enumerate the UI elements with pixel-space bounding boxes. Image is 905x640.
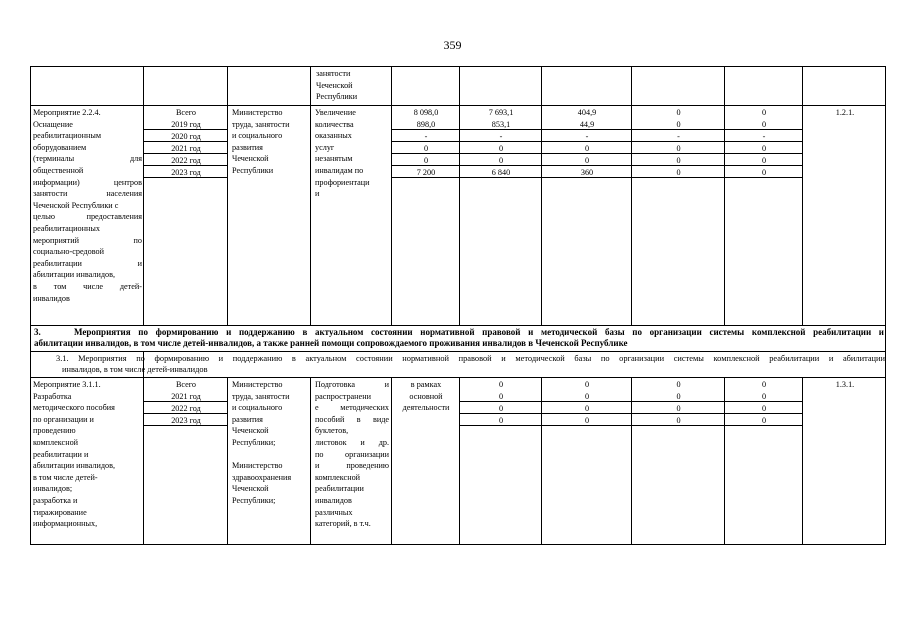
value-cell: 0 [676, 404, 681, 413]
value-cell: 44,9 [579, 120, 595, 129]
event-name-text: (терминалы для [33, 154, 142, 164]
indicator-text: Чеченской [316, 80, 353, 90]
value-cell: 0 [761, 392, 767, 401]
indicator-text: категорий, в т.ч. [315, 519, 371, 529]
event-name-text: реабилитационным [33, 131, 102, 141]
indicator-text: буклетов, [315, 426, 349, 436]
indicator-text: различных [315, 507, 353, 517]
indicator-text: е методических [315, 403, 389, 413]
executor-text: Чеченской [232, 484, 269, 494]
event-name-text: информации) центров [33, 177, 142, 187]
event-name-text: целью предоставления [33, 212, 142, 222]
executor-text: труда, занятости [232, 391, 290, 401]
value-cell: 0 [498, 380, 504, 389]
executor-text: развития [232, 414, 263, 424]
value-cell: 0 [676, 392, 681, 401]
column-divider [310, 66, 311, 105]
target-code: 1.3.1. [835, 380, 855, 389]
executor-text: Чеченской [232, 426, 269, 436]
column-divider [143, 377, 144, 545]
value-cell: 0 [676, 144, 681, 153]
value-cell: 0 [498, 144, 504, 153]
event-name-text: Оснащение [33, 119, 73, 129]
event-name-text: Чеченской Республики с [33, 200, 119, 210]
value-cell: 360 [580, 168, 594, 177]
year-label: 2023 год [171, 168, 201, 177]
value-cell: 0 [761, 168, 767, 177]
funding-source: в рамках [410, 380, 442, 389]
event-name-text: инвалидов; [33, 484, 73, 494]
event-name-text: в том числе детей- [33, 472, 98, 482]
value-cell: 0 [761, 108, 767, 117]
value-cell: 0 [498, 392, 504, 401]
year-label: 2022 год [171, 404, 201, 413]
value-cell: - [677, 132, 680, 141]
value-cell: 6 840 [491, 168, 511, 177]
value-cell: 7 693,1 [488, 108, 514, 117]
indicator-text: Республики [316, 92, 358, 102]
value-cell: 0 [676, 108, 681, 117]
section-heading: абилитации инвалидов, в том числе детей-инвалидов, а также ранней помощи сопровождаемого проживания инвалидов в Чеченской Республике [34, 338, 628, 348]
event-name-text: инвалидов [33, 293, 70, 303]
value-cell: - [762, 132, 766, 141]
funding-source: основной [409, 391, 443, 401]
value-cell: 0 [761, 120, 767, 129]
event-name-text: занятости населения [33, 189, 142, 199]
event-name-text: информационных, [33, 519, 98, 529]
column-divider [310, 377, 311, 545]
indicator-text: и [315, 189, 320, 199]
column-divider [227, 105, 228, 325]
executor-text: Республики [232, 166, 274, 175]
column-divider [541, 66, 542, 105]
event-name-text: оборудованием [33, 142, 87, 152]
column-divider [724, 66, 725, 105]
event-name-text: реабилитации и [33, 258, 142, 268]
event-name-text: проведению [33, 426, 76, 436]
year-label: 2020 год [171, 132, 201, 141]
event-name-text: социально-средовой [33, 247, 105, 257]
event-name-text: мероприятий по [33, 235, 142, 245]
executor-text: и социального [232, 131, 283, 141]
event-name-text: по организации и [33, 414, 94, 424]
executor-text: Министерство [232, 461, 283, 471]
section-divider [30, 377, 886, 378]
indicator-text: комплексной [315, 472, 361, 482]
executor-text: Республики; [232, 438, 276, 447]
section-heading: 3. Мероприятия по формированию и поддержанию в актуальном состоянии нормативной правовой и методической базы по организации системы комплексной реабилитации и [34, 327, 884, 337]
indicator-text: пособий в виде [315, 414, 389, 424]
column-divider [143, 105, 144, 325]
indicator-text: инвалидов [315, 496, 352, 505]
executor-text: Республики; [232, 496, 276, 505]
indicator-text: распространени [315, 391, 371, 401]
year-label: 2021 год [171, 144, 201, 153]
event-name-text: реабилитационных [33, 224, 101, 233]
value-cell: 0 [584, 404, 590, 413]
year-label: Всего [175, 108, 197, 117]
event-name-text: методического пособия [33, 403, 115, 413]
value-cell: 0 [423, 156, 429, 165]
event-name-text: абилитации инвалидов, [33, 461, 116, 471]
column-divider [631, 66, 632, 105]
indicator-text: Подготовка и [315, 380, 389, 389]
value-cell: 0 [676, 168, 681, 177]
value-cell: 0 [584, 392, 590, 401]
column-divider [802, 66, 803, 105]
value-cell: 0 [676, 416, 681, 425]
value-cell: 0 [676, 120, 681, 129]
year-label: 2021 год [171, 392, 201, 401]
executor-text: развития [232, 142, 263, 152]
executor-text: труда, занятости [232, 119, 290, 129]
value-cell: 0 [584, 416, 590, 425]
event-name-text: реабилитации и [33, 449, 89, 459]
indicator-text: инвалидам по [315, 166, 364, 175]
value-cell: 0 [423, 144, 429, 153]
value-cell: 0 [761, 144, 767, 153]
event-name-text: Разработка [33, 391, 72, 401]
value-cell: 898,0 [416, 120, 436, 129]
column-divider [227, 377, 228, 545]
event-name-text: общественной [33, 166, 84, 175]
executor-text: здравоохранения [232, 472, 292, 482]
event-name-text: в том числе детей- [33, 282, 142, 291]
value-cell: - [424, 132, 428, 141]
page-number: 359 [443, 38, 462, 52]
indicator-text: оказанных [315, 131, 352, 141]
value-cell: - [585, 132, 589, 141]
indicator-text: реабилитации [315, 484, 364, 494]
column-divider [391, 66, 392, 105]
column-divider [310, 105, 311, 325]
event-name-text: тиражирование [33, 507, 87, 517]
indicator-text: Увеличение [315, 108, 356, 117]
value-cell: 0 [498, 416, 504, 425]
value-cell: 7 200 [416, 168, 436, 177]
value-cell: 8 098,0 [413, 108, 439, 117]
value-cell: 0 [761, 380, 767, 389]
event-name-text: разработка и [33, 496, 78, 505]
section-divider [30, 351, 886, 352]
indicator-text: листовок и др. [315, 438, 389, 447]
column-divider [227, 66, 228, 105]
column-divider [143, 66, 144, 105]
value-cell: 404,9 [577, 108, 597, 117]
event-name-text: абилитации инвалидов, [33, 270, 116, 280]
value-cell: - [499, 132, 503, 141]
year-label: 2022 год [171, 156, 201, 165]
funding-source: деятельности [402, 403, 450, 413]
value-cell: 0 [761, 404, 767, 413]
indicator-text: профориентаци [315, 177, 370, 187]
year-label: 2023 год [171, 416, 201, 425]
indicator-text: услуг [315, 142, 335, 152]
subsection-heading: 3.1. Мероприятия по формированию и поддержанию в актуальном состоянии нормативной правовой и методической базы по организации системы комплексной реабилитации и абилитации [56, 354, 885, 363]
value-cell: 0 [498, 404, 504, 413]
target-code: 1.2.1. [835, 108, 855, 117]
value-cell: 853,1 [491, 120, 511, 129]
event-name-text: Мероприятие 2.2.4. [33, 108, 101, 117]
indicator-text: по организации [315, 449, 389, 459]
value-cell: 0 [761, 416, 767, 425]
column-divider [459, 66, 460, 105]
value-cell: 0 [676, 380, 681, 389]
indicator-text: занятости [316, 69, 351, 78]
value-cell: 0 [584, 380, 590, 389]
value-cell: 0 [584, 156, 590, 165]
value-cell: 0 [761, 156, 767, 165]
subsection-heading: инвалидов, в том числе детей-инвалидов [62, 365, 208, 374]
executor-text: Министерство [232, 108, 283, 117]
event-name-text: Мероприятие 3.1.1. [33, 380, 101, 389]
value-cell: 0 [676, 156, 681, 165]
year-label: Всего [175, 380, 197, 389]
executor-text: и социального [232, 403, 283, 413]
value-cell: 0 [498, 156, 504, 165]
executor-text: Министерство [232, 380, 283, 389]
row-divider [30, 105, 886, 106]
indicator-text: количества [315, 119, 354, 129]
program-table [30, 66, 886, 545]
section-divider [30, 325, 886, 326]
year-label: 2019 год [171, 120, 201, 129]
event-name-text: комплексной [33, 438, 79, 447]
indicator-text: и проведению [315, 461, 389, 471]
executor-text: Чеченской [232, 154, 269, 164]
indicator-text: незанятым [315, 154, 353, 164]
value-cell: 0 [584, 144, 590, 153]
